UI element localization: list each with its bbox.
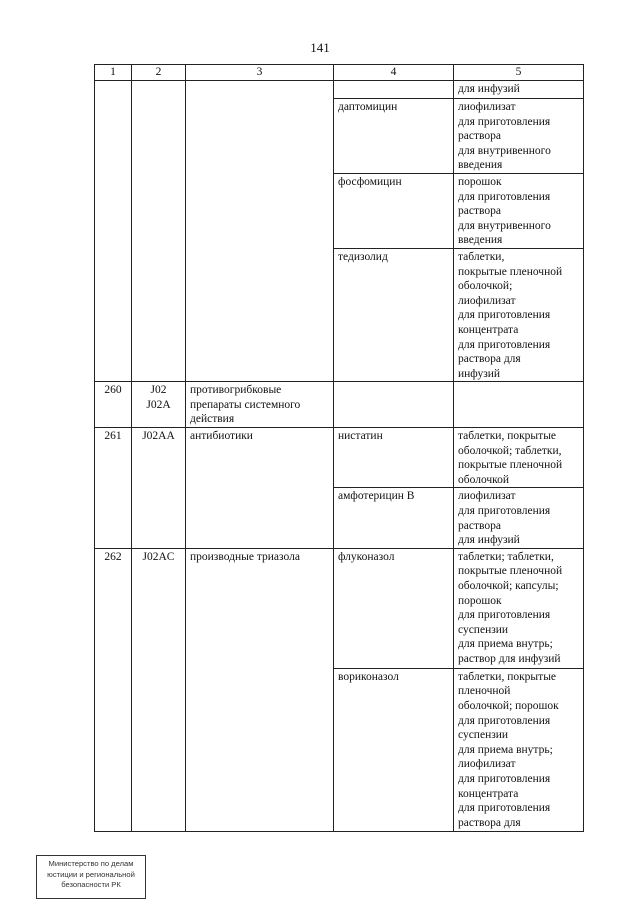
dosage-form-cell: таблетки; таблетки, покрытые пленочной оболочкой; капсулы; порошок для приготовления суспензии для приема внутрь; раствор для инфузий — [454, 548, 584, 668]
drug-name-cell: амфотерицин В — [334, 488, 454, 548]
group-name-cell: противогрибковые препараты системного действия — [186, 382, 334, 428]
table-row — [95, 548, 584, 668]
group-name-cell: антибиотики — [186, 428, 334, 549]
column-header: 1 — [95, 65, 132, 81]
atc-code-cell: J02AA — [132, 428, 186, 549]
drug-name-cell: нистатин — [334, 428, 454, 488]
drug-name-cell: вориконазол — [334, 668, 454, 831]
dosage-form-cell: для инфузий — [454, 81, 584, 99]
table-row — [95, 428, 584, 488]
table-row — [95, 382, 584, 428]
table-row — [95, 81, 584, 99]
column-header: 3 — [186, 65, 334, 81]
drug-name-cell: даптомицин — [334, 99, 454, 174]
atc-code-cell: J02 J02A — [132, 382, 186, 428]
dosage-form-cell — [454, 382, 584, 428]
page-number: 141 — [310, 40, 330, 55]
row-number-cell — [95, 81, 132, 382]
drug-table — [94, 64, 584, 832]
drug-name-cell: флуконазол — [334, 548, 454, 668]
dosage-form-cell: лиофилизат для приготовления раствора для внутривенного введения — [454, 99, 584, 174]
row-number-cell: 262 — [95, 548, 132, 831]
row-number-cell: 260 — [95, 382, 132, 428]
dosage-form-cell: таблетки, покрытые пленочной оболочкой; порошок для приготовления суспензии для приема внутрь; лиофилизат для приготовления концентрата для приготовления раствора для — [454, 668, 584, 831]
dosage-form-cell: таблетки, покрытые оболочкой; таблетки, покрытые пленочной оболочкой — [454, 428, 584, 488]
dosage-form-cell: таблетки, покрытые пленочной оболочкой; лиофилизат для приготовления концентрата для приготовления раствора для инфузий — [454, 248, 584, 381]
dosage-form-cell: порошок для приготовления раствора для внутривенного введения — [454, 173, 584, 248]
drug-name-cell: фосфомицин — [334, 173, 454, 248]
table-header-row — [95, 65, 584, 81]
drug-name-cell — [334, 81, 454, 99]
drug-name-cell: тедизолид — [334, 248, 454, 381]
row-number-cell: 261 — [95, 428, 132, 549]
registration-stamp: Министерство по делам юстиции и региональной безопасности РК — [36, 855, 146, 899]
column-header: 5 — [454, 65, 584, 81]
column-header: 4 — [334, 65, 454, 81]
drug-name-cell — [334, 382, 454, 428]
column-header: 2 — [132, 65, 186, 81]
atc-code-cell — [132, 81, 186, 382]
group-name-cell: производные триазола — [186, 548, 334, 831]
group-name-cell — [186, 81, 334, 382]
dosage-form-cell: лиофилизат для приготовления раствора для инфузий — [454, 488, 584, 548]
atc-code-cell: J02AC — [132, 548, 186, 831]
